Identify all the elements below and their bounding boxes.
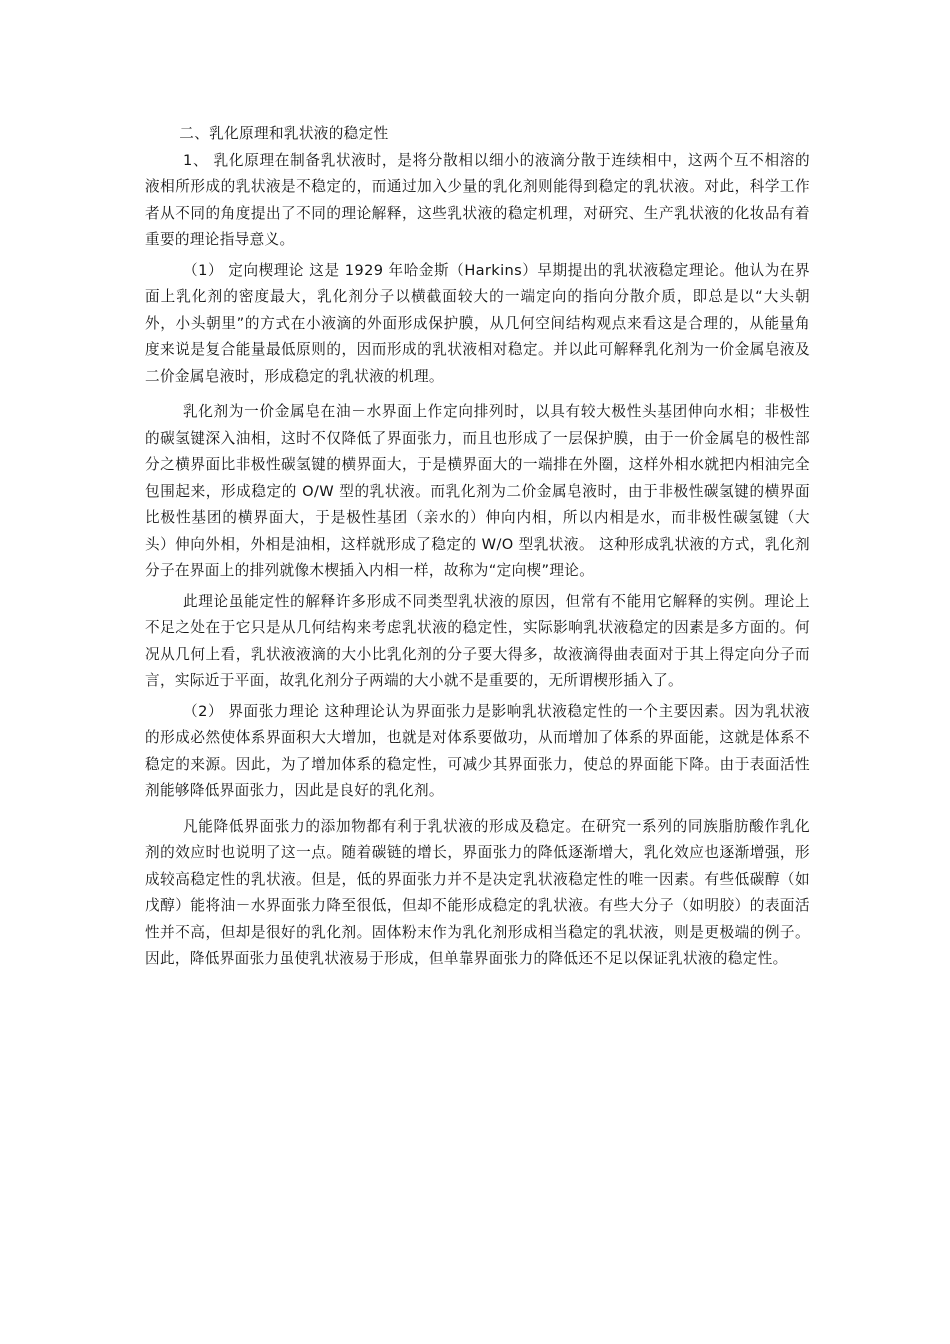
section-title: 二、乳化原理和乳状液的稳定性 [179, 125, 389, 142]
paragraph-interfacial-tension-theory: （2） 界面张力理论 这种理论认为界面张力是影响乳状液稳定性的一个主要因素。因为乳状液的形成必然使体系界面积大大增加，也就是对体系要做功，从而增加了体系的界面能，这就是体系不稳定的来源。因此，为了增加体系的稳定性，可减少其界面张力，使总的界面能下降。由于表面活性剂能够降低界面张力，因此是良好的乳化剂。 [145, 702, 810, 799]
paragraph-tension-additives: 凡能降低界面张力的添加物都有利于乳状液的形成及稳定。在研究一系列的同族脂肪酸作乳化剂的效应时也说明了这一点。随着碳链的增长，界面张力的降低逐渐增大，乳化效应也逐渐增强，形成较高稳定性的乳状液。但是，低的界面张力并不是决定乳状液稳定性的唯一因素。有些低碳醇（如戊醇）能将油－水界面张力降至很低，但却不能形成稳定的乳状液。有些大分子（如明胶）的表面活性并不高，但却是很好的乳化剂。固体粉末作为乳化剂形成相当稳定的乳状液，则是更极端的例子。因此，降低界面张力虽使乳状液易于形成，但单靠界面张力的降低还不足以保证乳状液的稳定性。 [145, 817, 810, 967]
paragraph-emulsification-principle: 1、 乳化原理在制备乳状液时，是将分散相以细小的液滴分散于连续相中，这两个互不相溶的液相所形成的乳状液是不稳定的，而通过加入少量的乳化剂则能得到稳定的乳状液。对此，科学工作者从不同的角度提出了不同的理论解释，这些乳状液的稳定机理，对研究、生产乳状液的化妆品有着重要的理论指导意义。 [145, 151, 810, 248]
paragraph-oriented-wedge-theory: （1） 定向楔理论 这是 1929 年哈金斯（Harkins）早期提出的乳状液稳定理论。他认为在界面上乳化剂的密度最大，乳化剂分子以横截面较大的一端定向的指向分散介质，即总是以“大头朝外，小头朝里”的方式在小液滴的外面形成保护膜，从几何空间结构观点来看这是合理的，从能量角度来说是复合能量最低原则的，因而形成的乳状液相对稳定。并以此可解释乳化剂为一价金属皂液及二价金属皂液时，形成稳定的乳状液的机理。 [145, 261, 810, 385]
paragraph-theory-limitations: 此理论虽能定性的解释许多形成不同类型乳状液的原因，但常有不能用它解释的实例。理论上不足之处在于它只是从几何结构来考虑乳状液的稳定性，实际影响乳状液稳定的因素是多方面的。何况从几何上看，乳状液液滴的大小比乳化剂的分子要大得多，故液滴得曲表面对于其上得定向分子而言，实际近于平面，故乳化剂分子两端的大小就不是重要的，无所谓楔形插入了。 [145, 592, 810, 689]
paragraph-metal-soap-mechanism: 乳化剂为一价金属皂在油－水界面上作定向排列时，以具有较大极性头基团伸向水相；非极性的碳氢键深入油相，这时不仅降低了界面张力，而且也形成了一层保护膜，由于一价金属皂的极性部分之横界面比非极性碳氢键的横界面大，于是横界面大的一端排在外圈，这样外相水就把内相油完全包围起来，形成稳定的 O/W 型的乳状液。而乳化剂为二价金属皂液时，由于非极性碳氢键的横界面比极性基团的横界面大，于是极性基团（亲水的）伸向内相，所以内相是水，而非极性碳氢键（大头）伸向外相，外相是油相，这样就形成了稳定的 W/O 型乳状液。 这种形成乳状液的方式，乳化剂分子在界面上的排列就像木楔插入内相一样，故称为“定向楔”理论。 [145, 403, 810, 579]
document-body [145, 121, 810, 973]
